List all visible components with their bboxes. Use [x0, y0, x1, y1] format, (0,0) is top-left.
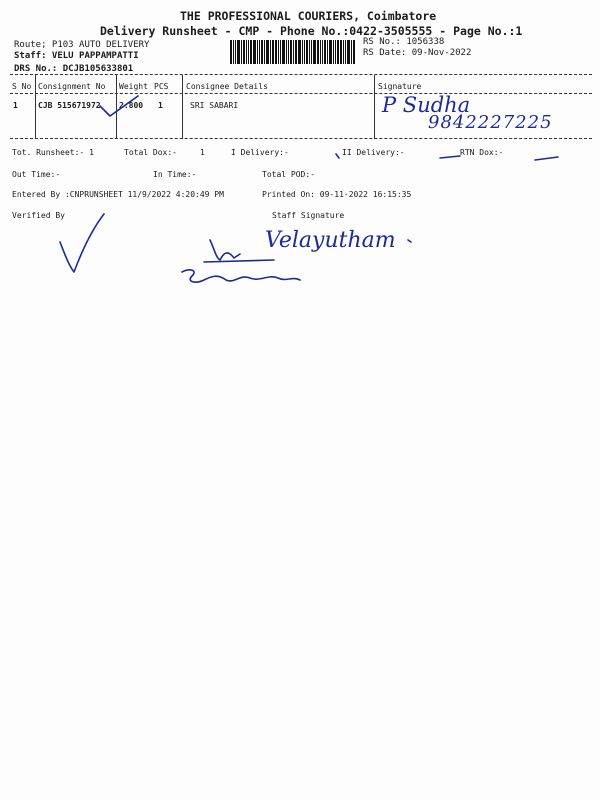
barcode-bar — [264, 40, 265, 64]
barcode-bar — [313, 40, 316, 64]
row-consignee: SRI SABARI — [190, 101, 239, 110]
barcode-bar — [340, 40, 342, 64]
barcode-bar — [295, 40, 297, 64]
col-header-sno: S No — [12, 82, 32, 91]
tot-runsheet: Tot. Runsheet:- 1 — [12, 148, 94, 157]
rs-date: RS Date: 09-Nov-2022 — [363, 48, 472, 58]
barcode — [230, 40, 356, 64]
barcode-bar — [250, 40, 252, 64]
i-delivery: I Delivery:- — [231, 148, 289, 157]
pen-marks — [330, 144, 580, 174]
runsheet-title: Delivery Runsheet - CMP - Phone No.:0422-3505555 - Page No.:1 — [100, 24, 523, 38]
barcode-bar — [317, 40, 319, 64]
row-consignment: CJB 515671972 — [38, 101, 101, 110]
row-sno: 1 — [13, 101, 18, 110]
barcode-bar — [233, 40, 234, 64]
barcode-bar — [286, 40, 287, 64]
out-time: Out Time:- — [12, 170, 61, 179]
barcode-bar — [304, 40, 305, 64]
barcode-bar — [343, 40, 344, 64]
barcode-bar — [302, 40, 303, 64]
barcode-bar — [327, 40, 328, 64]
barcode-bar — [347, 40, 350, 64]
barcode-bar — [298, 40, 301, 64]
receiver-phone: 9842227225 — [428, 112, 553, 133]
barcode-bar — [311, 40, 312, 64]
drs-number: DRS No.: DCJB105633801 — [14, 64, 134, 74]
barcode-bar — [306, 40, 308, 64]
barcode-bar — [235, 40, 236, 64]
barcode-bar — [261, 40, 263, 64]
rtn-dox: RTN Dox:- — [460, 148, 504, 157]
barcode-bar — [282, 40, 285, 64]
barcode-bar — [257, 40, 258, 64]
barcode-bar — [353, 40, 355, 64]
rs-number: RS No.: 1056338 — [363, 37, 445, 47]
col-header-pcs: PCS — [154, 82, 169, 91]
barcode-bar — [290, 40, 292, 64]
barcode-bar — [345, 40, 346, 64]
in-time: In Time:- — [153, 170, 197, 179]
barcode-bar — [253, 40, 256, 64]
tick-mark-icon — [98, 92, 142, 122]
barcode-bar — [333, 40, 334, 64]
barcode-bar — [237, 40, 240, 64]
barcode-bar — [322, 40, 323, 64]
receiver-signature: P Sudha — [382, 93, 471, 117]
company-name: THE PROFESSIONAL COURIERS, Coimbatore — [180, 9, 437, 23]
printed-on: Printed On: 09-11-2022 16:15:35 — [262, 190, 412, 199]
barcode-bar — [335, 40, 336, 64]
table-col-divider — [35, 75, 36, 139]
barcode-bar — [259, 40, 260, 64]
barcode-bar — [275, 40, 277, 64]
barcode-bar — [329, 40, 332, 64]
col-header-signature: Signature — [378, 82, 422, 91]
row-weight: 2.800 — [119, 101, 144, 110]
total-pod: Total POD:- — [262, 170, 315, 179]
barcode-bar — [266, 40, 269, 64]
barcode-bar — [246, 40, 247, 64]
staff-signature-scribble — [178, 236, 418, 292]
table-top-rule — [10, 74, 592, 75]
col-header-weight: Weight — [119, 82, 148, 91]
barcode-bar — [248, 40, 249, 64]
staff-signature: Velayutham — [265, 228, 396, 253]
staff-signature-label: Staff Signature — [272, 211, 345, 220]
entered-by: Entered By :CNPRUNSHEET 11/9/2022 4:20:49 PM — [12, 190, 224, 199]
table-col-divider — [374, 75, 375, 139]
ii-delivery: II Delivery:- — [342, 148, 405, 157]
barcode-bar — [280, 40, 281, 64]
barcode-bar — [270, 40, 271, 64]
row-pcs: 1 — [158, 101, 163, 110]
barcode-bar — [288, 40, 289, 64]
barcode-bar — [243, 40, 245, 64]
table-col-divider — [182, 75, 183, 139]
barcode-bar — [309, 40, 310, 64]
barcode-bar — [351, 40, 352, 64]
barcode-bar — [320, 40, 321, 64]
barcode-bar — [278, 40, 279, 64]
barcode-bar — [337, 40, 339, 64]
barcode-bar — [230, 40, 232, 64]
col-header-consignment: Consignment No — [38, 82, 106, 91]
total-dox-label: Total Dox:- — [124, 148, 177, 157]
barcode-bar — [241, 40, 242, 64]
barcode-bar — [293, 40, 294, 64]
route-label: Route; P103 AUTO DELIVERY — [14, 40, 150, 50]
col-header-consignee: Consignee Details — [186, 82, 268, 91]
verified-by: Verified By — [12, 211, 65, 220]
barcode-bar — [324, 40, 326, 64]
staff-label: Staff: VELU PAPPAMPATTI — [14, 51, 139, 61]
table-bottom-rule — [10, 138, 592, 139]
barcode-bar — [272, 40, 274, 64]
verified-check-icon — [58, 212, 108, 276]
total-dox-value: 1 — [200, 148, 205, 157]
